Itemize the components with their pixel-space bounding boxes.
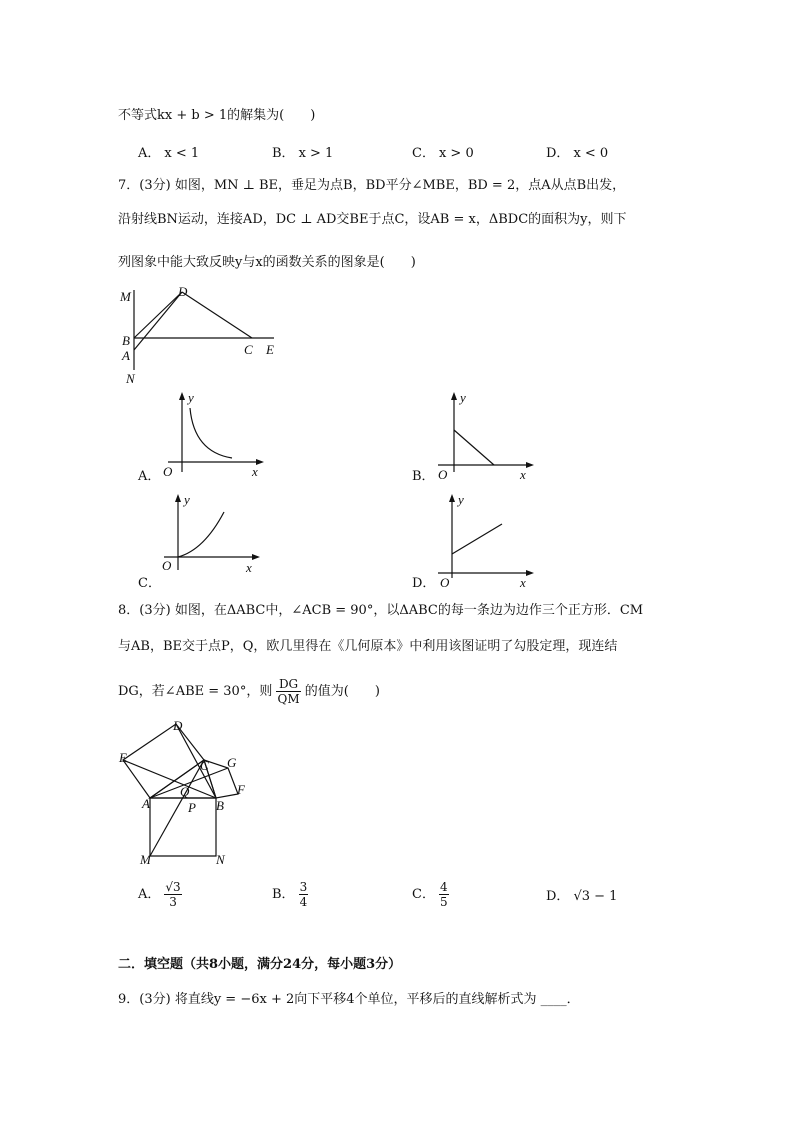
- svg-text:O: O: [438, 467, 448, 482]
- line-decreasing: [454, 430, 494, 465]
- label-n: N: [126, 371, 135, 386]
- square-abnm: [150, 798, 216, 856]
- q7-option-a-graph: [160, 390, 270, 480]
- svg-text:A: A: [142, 796, 150, 811]
- segment-ad: [134, 292, 182, 350]
- q8-line-1: 8．(3分) 如图，在ΔABC中，∠ACB = 90°，以ΔABC的每一条边为边作三个正方形．CM: [118, 603, 644, 618]
- q6-option-a[interactable]: A． x < 1: [138, 146, 200, 161]
- svg-text:M: M: [140, 852, 151, 867]
- svg-text:y: y: [184, 492, 190, 507]
- svg-text:O: O: [163, 464, 173, 479]
- q7-option-c-graph: [160, 490, 270, 580]
- q7-option-b-graph: [432, 390, 542, 480]
- svg-text:x: x: [252, 464, 258, 479]
- q7-figure: [112, 282, 282, 392]
- label-d: D: [178, 284, 188, 299]
- svg-text:x: x: [246, 560, 252, 575]
- curve-increasing: [178, 512, 224, 557]
- svg-text:y: y: [458, 492, 464, 507]
- svg-text:G: G: [227, 755, 237, 770]
- q8-line-2: 与AB，BE交于点P，Q，欧几里得在《几何原本》中利用该图证明了勾股定理，现连结: [118, 639, 618, 654]
- q7-line-3: 列图象中能大致反映y与x的函数关系的图象是( ): [118, 255, 416, 270]
- square-acde: [123, 724, 204, 798]
- q8-line-3: DG，若∠ABE = 30°，则 $\frac{DG}{QM}$ 的值为( ): [118, 677, 380, 706]
- q7-option-b-letter[interactable]: B．: [412, 469, 435, 484]
- q8-option-a[interactable]: A． $\frac{√3}{3}$: [138, 880, 181, 909]
- svg-text:O: O: [162, 558, 172, 573]
- fraction-dg-qm: $\frac{DG}{QM}$: [277, 677, 300, 706]
- q8-figure: [116, 716, 266, 866]
- q6-option-c[interactable]: C． x > 0: [412, 146, 474, 161]
- label-a: A: [122, 348, 130, 363]
- curve-decreasing: [190, 408, 232, 458]
- line-increasing: [452, 524, 502, 554]
- svg-text:N: N: [216, 852, 225, 867]
- label-b: B: [122, 333, 130, 348]
- segment-dc: [182, 292, 252, 338]
- q6-option-d[interactable]: D． x < 0: [546, 146, 609, 161]
- svg-text:D: D: [173, 718, 183, 733]
- svg-text:C: C: [200, 758, 209, 773]
- q8-option-d[interactable]: D． √3 − 1: [546, 889, 618, 904]
- q7-option-c-letter[interactable]: C．: [138, 576, 161, 591]
- q7-option-d-graph: [432, 490, 542, 590]
- q8-option-b[interactable]: B． $\frac{3}{4}$: [272, 880, 308, 909]
- segment-bd: [134, 292, 182, 338]
- svg-text:y: y: [188, 390, 194, 405]
- svg-text:Q: Q: [180, 784, 190, 799]
- label-e: E: [266, 342, 274, 357]
- q7-option-d-letter[interactable]: D．: [412, 576, 436, 591]
- q6-option-b[interactable]: B． x > 1: [272, 146, 334, 161]
- q7-option-a-letter[interactable]: A．: [138, 469, 161, 484]
- q7-line-1: 7．(3分) 如图，MN ⊥ BE，垂足为点B，BD平分∠MBE，BD = 2，点A从点B出发，: [118, 178, 626, 193]
- q8-option-c[interactable]: C． $\frac{4}{5}$: [412, 880, 448, 909]
- q9-stem: 9．(3分) 将直线y = −6x + 2向下平移4个单位，平移后的直线解析式为 ____．: [118, 992, 580, 1007]
- q6-stem: 不等式kx + b > 1的解集为( ): [118, 108, 316, 123]
- svg-text:F: F: [237, 782, 245, 797]
- q7-line-2: 沿射线BN运动，连接AD，DC ⊥ AD交BE于点C，设AB = x，ΔBDC的面积为y，则下: [118, 212, 627, 227]
- svg-text:E: E: [119, 750, 127, 765]
- svg-text:O: O: [440, 575, 450, 590]
- svg-text:y: y: [460, 390, 466, 405]
- svg-text:x: x: [520, 467, 526, 482]
- label-c: C: [244, 342, 253, 357]
- label-m: M: [120, 289, 131, 304]
- section-heading: 二．填空题（共8小题，满分24分，每小题3分）: [118, 957, 402, 972]
- svg-text:P: P: [188, 800, 196, 815]
- svg-text:x: x: [520, 575, 526, 590]
- svg-text:B: B: [216, 798, 224, 813]
